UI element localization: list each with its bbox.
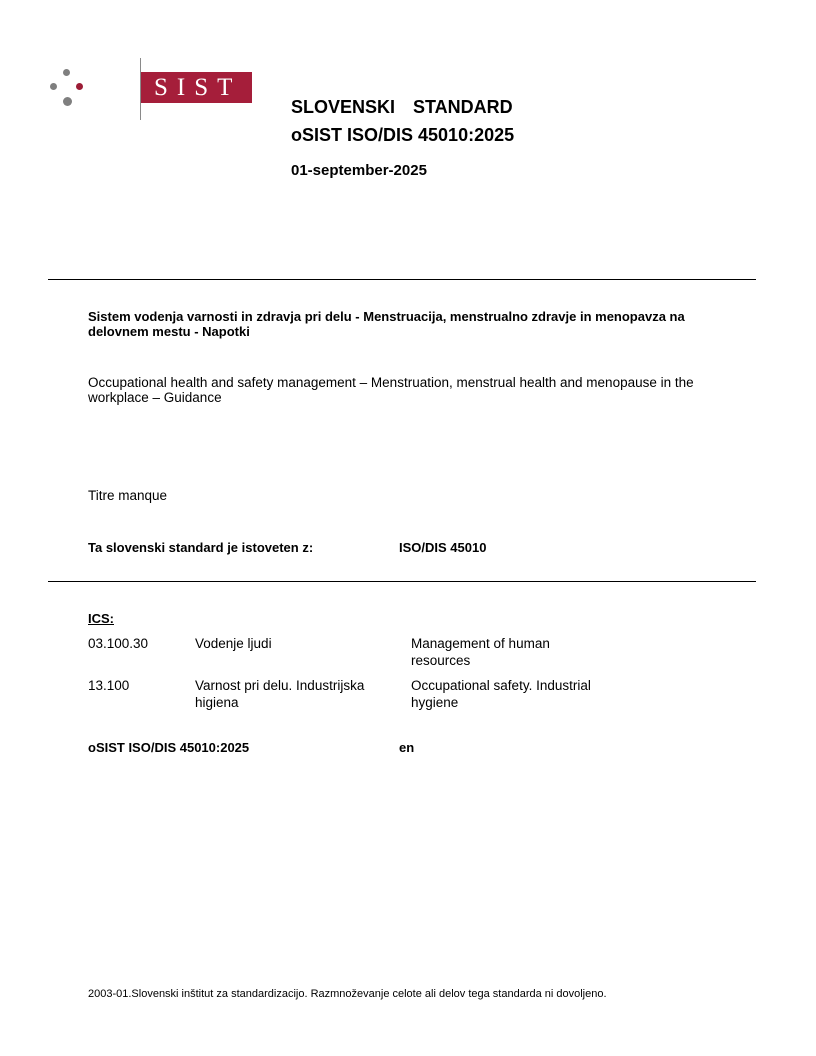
title-slovenian: Sistem vodenja varnosti in zdravja pri delu - Menstruacija, menstrualno zdravje in menopavza na delovnem mestu - Napotki <box>88 309 685 339</box>
ics-heading: ICS: <box>88 611 114 626</box>
document-header <box>291 95 514 147</box>
standard-reference: oSIST ISO/DIS 45010:2025 <box>88 740 250 755</box>
logo-wordmark: SIST <box>141 72 252 103</box>
publication-date: 01-september-2025 <box>291 162 427 179</box>
logo-dot-top <box>63 69 70 76</box>
logo-dot-red <box>76 83 83 90</box>
ics-code: 13.100 <box>88 678 130 693</box>
ics-description-sl: Varnost pri delu. Industrijska higiena <box>195 678 365 710</box>
sist-logo <box>48 58 242 120</box>
standard-type: SLOVENSKI STANDARD <box>291 97 513 117</box>
copyright-footer: 2003-01.Slovenski inštitut za standardizacijo. Razmnoževanje celote ali delov tega standarda ni dovoljeno. <box>88 988 607 1000</box>
identical-value: ISO/DIS 45010 <box>399 540 487 555</box>
ics-description-en: Occupational safety. Industrial hygiene <box>411 678 591 710</box>
middle-divider <box>48 581 756 582</box>
ics-description-en: Management of human resources <box>411 636 550 668</box>
standard-number: oSIST ISO/DIS 45010:2025 <box>291 125 515 145</box>
identical-label: Ta slovenski standard je istoveten z: <box>88 540 314 555</box>
ics-code: 03.100.30 <box>88 636 149 651</box>
top-divider <box>48 279 756 280</box>
title-english: Occupational health and safety management – Menstruation, menstrual health and menopause in the workplace – Guidance <box>88 375 694 405</box>
logo-divider-line <box>140 58 141 120</box>
logo-dot-bottom <box>63 97 72 106</box>
logo-dot-left <box>50 83 57 90</box>
title-french: Titre manque <box>88 488 168 503</box>
language-code: en <box>399 740 415 755</box>
ics-description-sl: Vodenje ljudi <box>195 636 272 651</box>
